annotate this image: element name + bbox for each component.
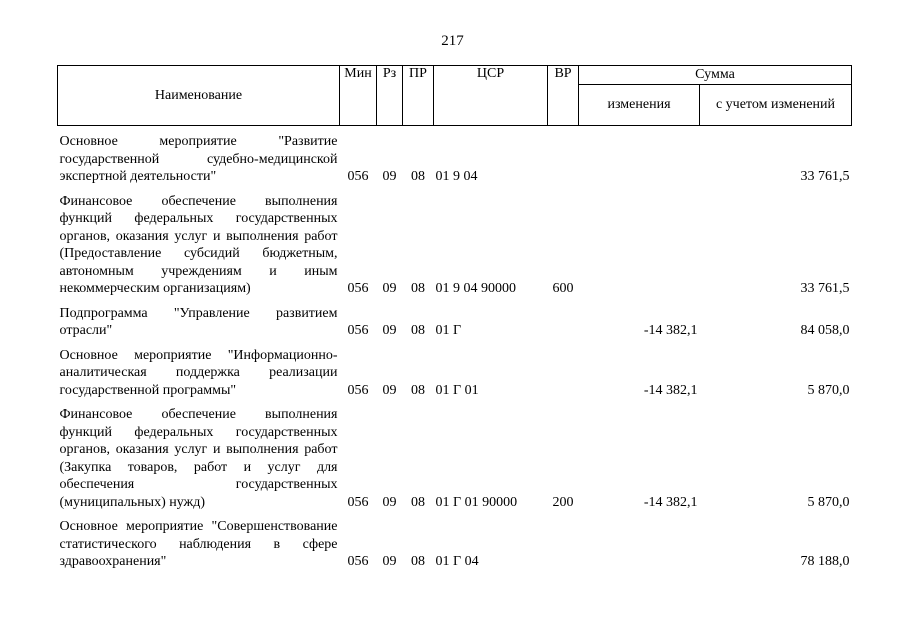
cell-min: 056 bbox=[347, 382, 369, 398]
cell-name: Основное мероприятие "Совершенствование статистического наблюдения в сфере здравоохранения" bbox=[59, 519, 338, 569]
table-header bbox=[58, 66, 852, 126]
cell-vr bbox=[548, 298, 579, 340]
cell-total: 33 761,5 bbox=[800, 281, 850, 296]
table-row bbox=[58, 399, 852, 511]
cell-name: Основное мероприятие "Развитие государственной судебно-медицинской экспертной деятельности" bbox=[59, 134, 338, 184]
header-vr: ВР bbox=[548, 66, 579, 126]
cell-total: 5 870,0 bbox=[807, 382, 850, 398]
table-row bbox=[58, 511, 852, 571]
cell-name: Финансовое обеспечение выполнения функций федеральных государственных органов, оказания услуг и выполнения работ (Закупка товаров, работ и услуг для обеспечения государственных (муниципальных) нужд) bbox=[59, 407, 338, 510]
cell-total: 5 870,0 bbox=[807, 494, 850, 510]
cell-rz: 09 bbox=[382, 382, 397, 398]
table-row bbox=[58, 298, 852, 340]
cell-vr bbox=[548, 126, 579, 186]
cell-name: Подпрограмма "Управление развитием отрасли" bbox=[59, 305, 338, 338]
cell-pr: 08 bbox=[411, 281, 425, 296]
cell-min: 056 bbox=[347, 494, 369, 510]
cell-min: 056 bbox=[347, 169, 369, 184]
cell-name: Финансовое обеспечение выполнения функций федеральных государственных органов, оказания услуг и выполнения работ (Предоставление субсидий бюджетным, автономным учреждениям и иным некоммерческим организациям) bbox=[59, 193, 338, 296]
table-row bbox=[58, 340, 852, 400]
cell-pr: 08 bbox=[411, 494, 425, 510]
cell-rz: 09 bbox=[382, 169, 397, 184]
cell-csr: 01 Г 04 bbox=[435, 554, 479, 569]
cell-name: Основное мероприятие "Информационно-аналитическая поддержка реализации государственной программы" bbox=[59, 347, 338, 398]
cell-pr: 08 bbox=[411, 169, 425, 184]
cell-total: 84 058,0 bbox=[800, 323, 850, 338]
cell-vr: 600 bbox=[552, 281, 574, 296]
budget-table bbox=[57, 65, 852, 571]
cell-min: 056 bbox=[347, 554, 369, 569]
header-sum: Сумма bbox=[579, 66, 852, 85]
cell-vr: 200 bbox=[552, 494, 574, 510]
header-min: Мин bbox=[340, 66, 377, 126]
cell-total: 78 188,0 bbox=[800, 554, 850, 569]
table-row bbox=[58, 186, 852, 298]
cell-change: -14 382,1 bbox=[643, 382, 698, 398]
cell-rz: 09 bbox=[382, 281, 397, 296]
cell-change bbox=[579, 126, 700, 186]
cell-vr bbox=[548, 340, 579, 400]
cell-rz: 09 bbox=[382, 494, 397, 510]
cell-csr: 01 Г 01 90000 bbox=[435, 494, 518, 510]
cell-change bbox=[579, 186, 700, 298]
header-rz: Рз bbox=[377, 66, 403, 126]
cell-change bbox=[579, 511, 700, 571]
cell-change: -14 382,1 bbox=[643, 323, 698, 338]
cell-rz: 09 bbox=[382, 323, 397, 338]
header-pr: ПР bbox=[403, 66, 434, 126]
page-number: 217 bbox=[441, 33, 464, 49]
cell-vr bbox=[548, 511, 579, 571]
cell-csr: 01 Г 01 bbox=[435, 382, 479, 398]
cell-pr: 08 bbox=[411, 382, 425, 398]
table-row bbox=[58, 126, 852, 186]
cell-rz: 09 bbox=[382, 554, 397, 569]
header-changes: изменения bbox=[579, 85, 700, 126]
cell-min: 056 bbox=[347, 323, 369, 338]
header-csr: ЦСР bbox=[434, 66, 548, 126]
header-with-changes: с учетом изменений bbox=[700, 85, 852, 126]
cell-total: 33 761,5 bbox=[800, 169, 850, 184]
cell-change: -14 382,1 bbox=[643, 494, 698, 510]
table-body bbox=[58, 126, 852, 571]
cell-csr: 01 9 04 bbox=[435, 169, 478, 184]
cell-pr: 08 bbox=[411, 554, 425, 569]
cell-csr: 01 Г bbox=[435, 323, 462, 338]
cell-min: 056 bbox=[347, 281, 369, 296]
cell-csr: 01 9 04 90000 bbox=[435, 281, 516, 296]
cell-pr: 08 bbox=[411, 323, 425, 338]
header-name: Наименование bbox=[58, 66, 340, 126]
